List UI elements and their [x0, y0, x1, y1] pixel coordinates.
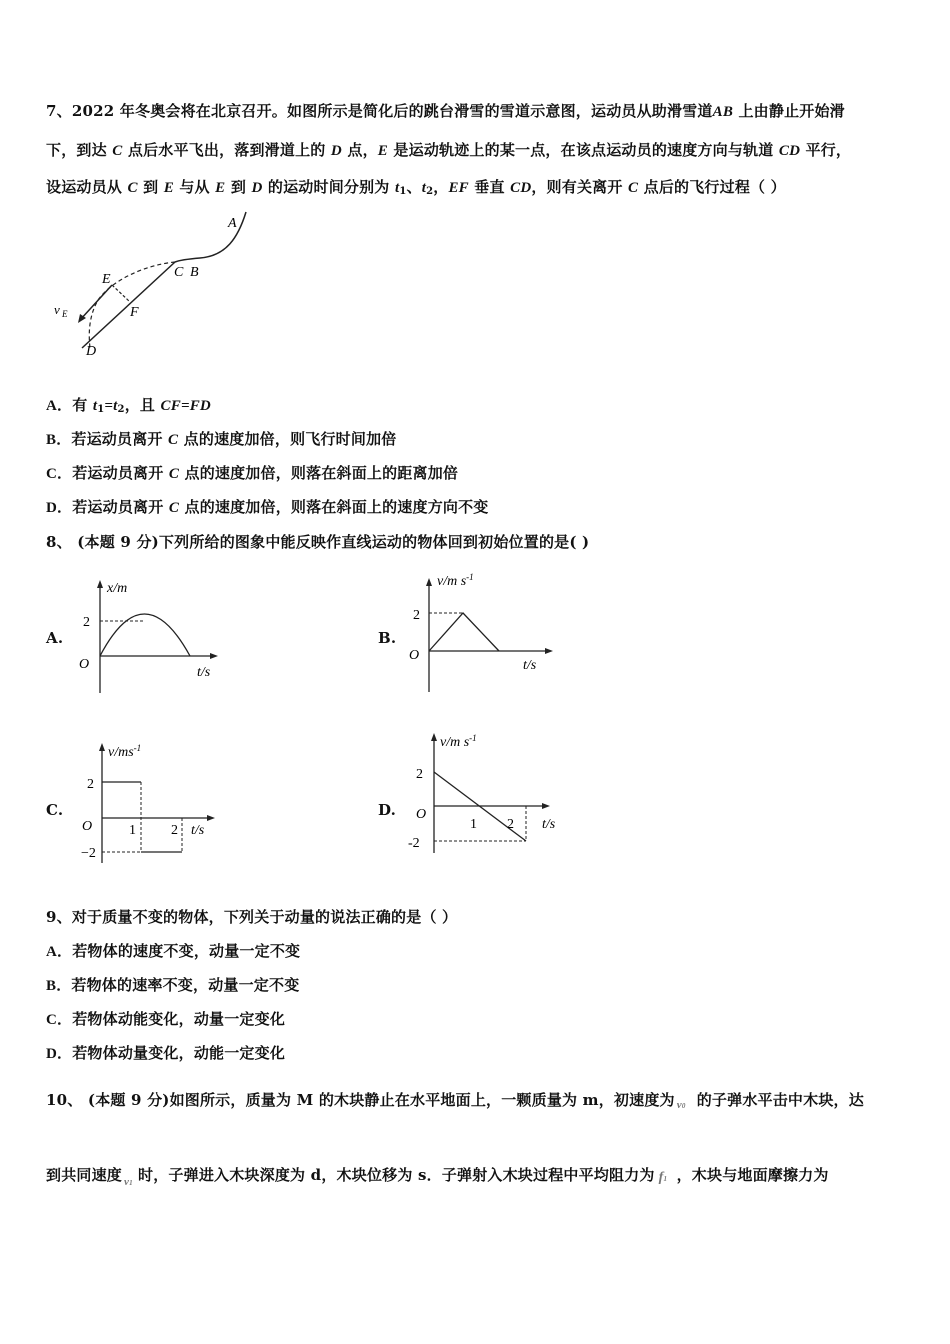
label-ve-sub: E [62, 309, 68, 319]
q10-v1-sub: 1 [129, 1179, 133, 1187]
ylabel: v/m $s^{-1}$ [437, 572, 474, 589]
tick-x2: 2 [171, 823, 178, 838]
q7-var-c: C [112, 143, 123, 159]
option-label: D． [46, 1046, 73, 1062]
q8-graph-c[interactable] [78, 738, 228, 868]
option-label: D． [46, 500, 73, 516]
xlabel: t/s [542, 817, 556, 832]
label-ve: v [54, 302, 60, 317]
option-label: C． [46, 466, 73, 482]
q10-stem-line1 [46, 1090, 864, 1110]
q9-option-d[interactable] [46, 1043, 285, 1064]
tick-m2: −2 [81, 846, 96, 861]
xlabel: t/s [191, 823, 205, 838]
y-arrow [426, 578, 432, 586]
q7-sub: 2 [426, 186, 434, 197]
q7-text: 点后水平飞出，落到滑道上的 [122, 141, 331, 159]
q10-v0-letter: v [676, 1099, 682, 1111]
q7-text: 下，到达 [46, 141, 113, 159]
q7-var-t1: t [394, 180, 400, 196]
tick-2: 2 [83, 615, 90, 630]
q7-text: 、 [406, 178, 422, 196]
y-arrow [431, 733, 437, 741]
q10-f1-letter: f [658, 1170, 664, 1185]
q7-ski-jump-figure [50, 210, 280, 360]
x-t-curve [100, 614, 190, 656]
q10-text: 10、 (本题 9 分)如图所示，质量为 M 的木块静止在水平地面上，一颗质量为 m，初速度为 [46, 1091, 675, 1109]
q7-text: 上由静止开始滑 [733, 102, 845, 120]
q8-option-b-label[interactable]: B. [378, 629, 397, 647]
option-text: 点的速度加倍，则飞行时间加倍 [178, 430, 397, 448]
q9-stem: 9、对于质量不变的物体，下列关于动量的说法正确的是（ ） [46, 908, 458, 926]
segment-ef-dashed [112, 285, 130, 302]
option-text: 点的速度加倍，则落在斜面上的速度方向不变 [179, 498, 489, 516]
q7-text: ，则有关离开 [531, 178, 628, 196]
q7-option-a[interactable] [46, 395, 211, 420]
q8-stem: 8、 (本题 9 分)下列所给的图象中能反映作直线运动的物体回到初始位置的是( ) [46, 533, 590, 551]
ylabel: x/m [107, 581, 128, 596]
q7-option-b[interactable] [46, 429, 396, 450]
q7-var-t2: t [421, 180, 427, 196]
q7-sub: 1 [399, 186, 407, 197]
q7-var-c: C [627, 180, 639, 196]
eq: = [104, 398, 114, 414]
x-arrow [542, 803, 550, 809]
q7-text: 平行， [800, 141, 852, 159]
q10-text: ，木块与地面摩擦力为 [676, 1166, 829, 1184]
q8-option-d-label[interactable]: D. [378, 801, 397, 819]
origin: O [416, 807, 427, 822]
q7-text: 是运动轨迹上的某一点，在该点运动员的速度方向与轨道 [388, 141, 779, 159]
q7-var-e: E [163, 180, 174, 196]
tick-2: 2 [416, 767, 423, 782]
q10-v0-sub: 0 [681, 1102, 686, 1110]
sub: 1 [97, 404, 105, 415]
ylabel: v/m $s^{-1}$ [440, 733, 477, 750]
q7-var-cd: CD [510, 180, 532, 196]
q7-text: 到 [225, 178, 252, 196]
q7-text: 到 [137, 178, 164, 196]
q7-stem-line3 [46, 177, 786, 202]
q7-var-cd: CD [778, 143, 801, 159]
sub: 2 [117, 404, 125, 415]
var-cf-fd: CF=FD [160, 398, 211, 414]
q7-var-e: E [215, 180, 226, 196]
option-text: ，且 [124, 396, 161, 414]
tick-2: 2 [87, 777, 94, 792]
q7-text: 7、2022 年冬奥会将在北京召开。如图所示是简化后的跳台滑雪的雪道示意图，运动员从助滑雪道 [46, 102, 713, 120]
option-label: A． [46, 944, 73, 960]
option-text: 若物体动量变化，动能一定变化 [72, 1044, 286, 1062]
xlabel: t/s [523, 658, 537, 673]
q7-text: 垂直 [468, 178, 511, 196]
q10-v0 [677, 1095, 686, 1116]
option-text: 若运动员离开 [72, 464, 169, 482]
q10-text: 的子弹水平击中木块，达 [696, 1091, 864, 1109]
q7-text: 点， [341, 141, 378, 159]
option-text: 点的速度加倍，则落在斜面上的距离加倍 [179, 464, 459, 482]
option-label: C． [46, 1012, 73, 1028]
q7-var-ef: EF [448, 180, 469, 196]
option-label: B． [46, 978, 72, 994]
tick-x2: 2 [507, 817, 514, 832]
q10-v1 [124, 1172, 133, 1193]
q10-v1-letter: v [124, 1176, 130, 1188]
q7-option-d[interactable] [46, 497, 489, 518]
q7-stem-line1 [46, 101, 845, 122]
q7-var-ab: AB [712, 104, 734, 120]
q7-stem-line2 [46, 140, 851, 161]
origin: O [82, 819, 93, 834]
tick-x1: 1 [470, 817, 477, 832]
q7-text: 与从 [173, 178, 216, 196]
q8-graph-b[interactable] [405, 567, 575, 692]
q7-text: 点后的飞行过程（ ） [638, 178, 786, 196]
var-c: C [168, 466, 180, 482]
q8-graph-a[interactable] [75, 578, 235, 698]
x-arrow [545, 648, 553, 654]
y-arrow [97, 580, 103, 588]
xlabel: t/s [197, 665, 211, 680]
tick-2: 2 [413, 608, 420, 623]
tick-m2: -2 [408, 836, 420, 851]
q7-option-c[interactable] [46, 463, 458, 484]
q9-option-b[interactable] [46, 975, 299, 996]
ylabel: $v/ms^{-1}$ [108, 743, 142, 760]
option-text: 若运动员离开 [72, 498, 169, 516]
option-text: 若运动员离开 [71, 430, 169, 448]
q8-option-c-label[interactable]: C. [46, 801, 64, 819]
var-t1: t [92, 398, 98, 414]
velocity-arrow-ve [80, 285, 112, 320]
q7-var-d: D [330, 143, 342, 159]
origin: O [79, 657, 90, 672]
q8-graph-d[interactable] [402, 728, 577, 858]
option-text: 有 [72, 396, 93, 414]
tick-x1: 1 [129, 823, 136, 838]
q10-text: 到共同速度 [46, 1166, 123, 1184]
v-t-triangle [429, 613, 499, 651]
x-arrow [207, 815, 215, 821]
q7-text: 的运动时间分别为 [262, 178, 395, 196]
q7-text: ， [433, 178, 449, 196]
var-c: C [168, 432, 179, 448]
q9-option-a[interactable] [46, 941, 300, 962]
q10-stem-line2 [46, 1165, 829, 1188]
q7-var-e: E [377, 143, 388, 159]
label-e: E [102, 272, 111, 287]
var-c: C [168, 500, 180, 516]
q10-f1-sub: 1 [663, 1175, 668, 1183]
label-d: D [86, 344, 97, 359]
q8-option-a-label[interactable]: A. [46, 629, 64, 647]
label-a: A [228, 216, 237, 231]
origin: O [409, 648, 420, 663]
q7-var-d: D [251, 180, 263, 196]
label-b: B [190, 265, 199, 280]
option-label: B． [46, 432, 72, 448]
option-text: 若物体的速率不变，动量一定不变 [71, 976, 300, 994]
option-text: 若物体的速度不变，动量一定不变 [72, 942, 301, 960]
option-label: A． [46, 398, 73, 414]
option-text: 若物体动能变化，动量一定变化 [72, 1010, 286, 1028]
q10-text: 时，子弹进入木块深度为 d，木块位移为 s．子弹射入木块过程中平均阻力为 [138, 1166, 655, 1184]
q7-var-c: C [127, 180, 138, 196]
x-arrow [210, 653, 218, 659]
y-arrow [99, 743, 105, 751]
label-c: C [174, 265, 184, 280]
var-t2: t [113, 398, 118, 414]
q9-option-c[interactable] [46, 1009, 285, 1030]
q10-f1 [659, 1168, 668, 1189]
q7-text: 设运动员从 [46, 178, 128, 196]
label-f: F [130, 305, 139, 320]
